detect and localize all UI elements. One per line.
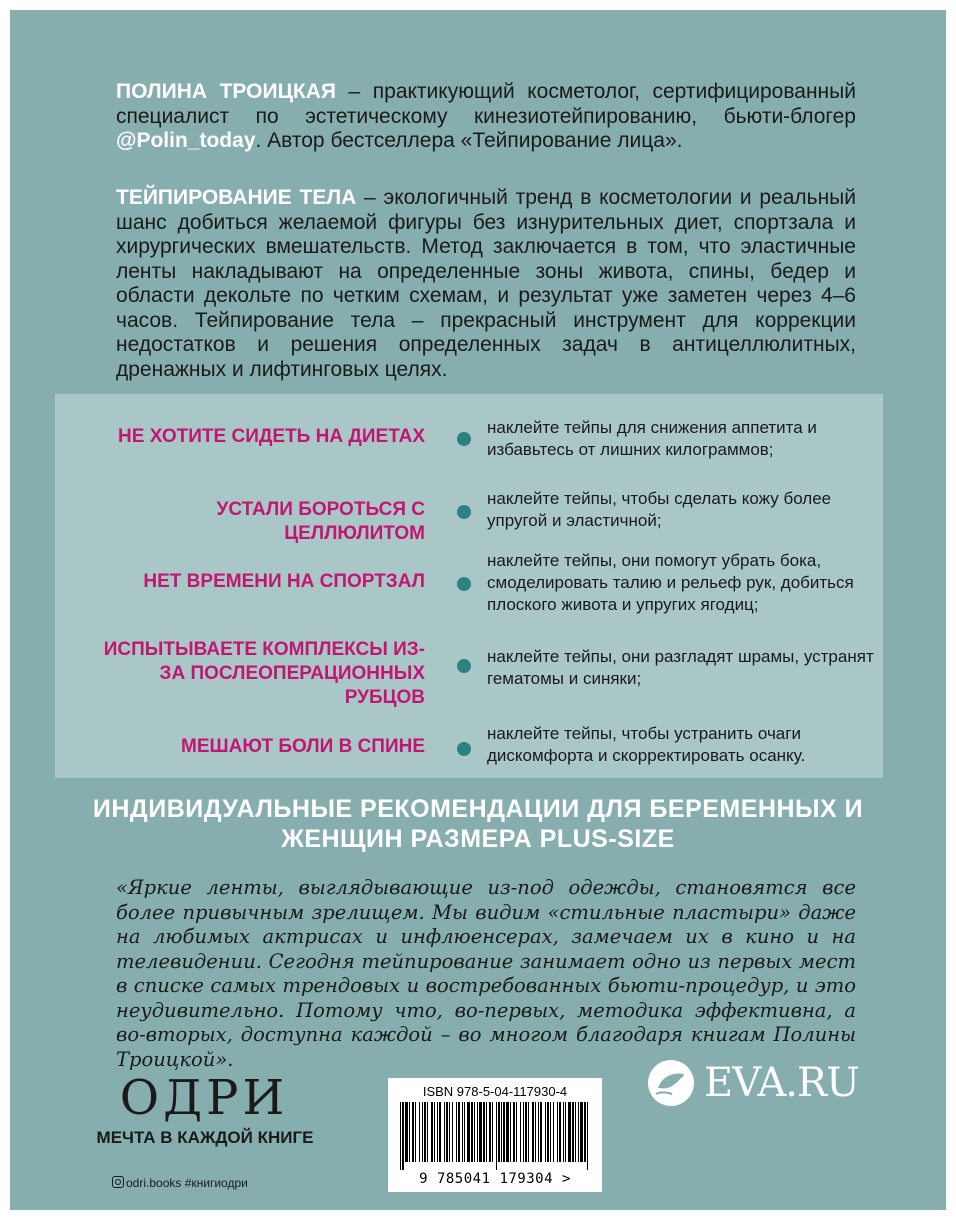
- author-name: ПОЛИНА ТРОИЦКАЯ: [116, 80, 337, 103]
- bullet-dot-icon: [457, 577, 471, 591]
- publisher-social: [112, 1175, 312, 1191]
- benefit-issue: НЕТ ВРЕМЕНИ НА СПОРТЗАЛ: [143, 571, 425, 592]
- ean-number: 9 785041 179304 >: [419, 1171, 571, 1187]
- author-bio: [116, 80, 856, 154]
- intro-term: ТЕЙПИРОВАНИЕ ТЕЛА: [116, 186, 357, 209]
- benefit-tip: наклейте тейпы, они помогут убрать бока, смоделировать талию и рельеф рук, добиться плоского живота и упругих ягодиц;: [487, 551, 854, 614]
- benefit-issue: НЕ ХОТИТЕ СИДЕТЬ НА ДИЕТАХ: [118, 426, 425, 447]
- publisher-social-text: odri.books #книгиодри: [126, 1176, 248, 1190]
- benefit-tip: наклейте тейпы для снижения аппетита и избавьтесь от лишних килограммов;: [487, 418, 817, 459]
- bullet-dot-icon: [457, 432, 471, 446]
- bullet-dot-icon: [457, 659, 471, 673]
- barcode-icon: [398, 1102, 592, 1170]
- instagram-icon: [112, 1176, 124, 1188]
- publisher-logo: ОДРИ: [119, 1070, 289, 1126]
- benefit-issue: МЕШАЮТ БОЛИ В СПИНЕ: [181, 736, 425, 757]
- bullet-dot-icon: [457, 742, 471, 756]
- recommendations-heading: ИНДИВИДУАЛЬНЫЕ РЕКОМЕНДАЦИИ ДЛЯ БЕРЕМЕННЫХ И ЖЕНЩИН РАЗМЕРА PLUS-SIZE: [92, 795, 864, 853]
- benefit-tip: наклейте тейпы, чтобы сделать кожу более упругой и эластичной;: [487, 489, 832, 530]
- benefit-tip: наклейте тейпы, они разгладят шрамы, устранят гематомы и синяки;: [487, 647, 874, 688]
- barcode-box: [388, 1078, 602, 1192]
- publisher-tagline: МЕЧТА В КАЖДОЙ КНИГЕ: [96, 1128, 314, 1147]
- bullet-dot-icon: [457, 505, 471, 519]
- intro-text: – экологичный тренд в косметологии и реальный шанс добиться желаемой фигуры без изнурительных диет, спортзала и хирургических вмешательств. Метод заключается в том, что эластичные ленты накладывают на определенные зоны живота, спины, бедер и области декольте по четким схемам, и результат уже заметен через 4–6 часов. Тейпирование тела – прекрасный инструмент для коррекции недостатков и решения определенных задач в антицеллюлитных, дренажных и лифтинговых целях.: [116, 186, 856, 381]
- benefits-panel: [55, 394, 883, 778]
- benefit-issue: ИСПЫТЫВАЕТЕ КОМПЛЕКСЫ ИЗ-ЗА ПОСЛЕОПЕРАЦИОННЫХ РУБЦОВ: [103, 639, 425, 708]
- eva-logo-text: EVA.RU: [704, 1060, 859, 1106]
- author-bio-text: – практикующий косметолог, сертифицированный специалист по эстетическому кинезиотейпированию, бьюти-блогер: [116, 80, 856, 128]
- isbn-number: ISBN 978-5-04-117930-4: [422, 1084, 568, 1099]
- author-handle: @Polin_today: [116, 129, 256, 152]
- book-back-cover: [10, 10, 946, 1210]
- leaf-circle-icon: [648, 1060, 694, 1106]
- benefit-issue: УСТАЛИ БОРОТЬСЯ С ЦЕЛЛЮЛИТОМ: [216, 499, 425, 544]
- author-bio-text-end: . Автор бестселлера «Тейпирование лица».: [255, 129, 683, 152]
- review-quote: «Яркие ленты, выглядывающие из-под одежды, становятся все более привычным зрелищем. Мы видим «стильные пластыри» даже на любимых актрисах и инфлюенсерах, замечаем их в кино и на телевидении. Сегодня тейпирование занимает одно из первых мест в списке самых трендовых и востребованных бьюти-процедур, и это неудивительно. Потому что, во-первых, методика эффективна, а во-вторых, доступна каждой – во многом благодаря книгам Полины Троицкой».: [116, 876, 856, 1071]
- intro-paragraph: [116, 186, 856, 382]
- benefit-tip: наклейте тейпы, чтобы устранить очаги дискомфорта и скорректировать осанку.: [487, 724, 806, 765]
